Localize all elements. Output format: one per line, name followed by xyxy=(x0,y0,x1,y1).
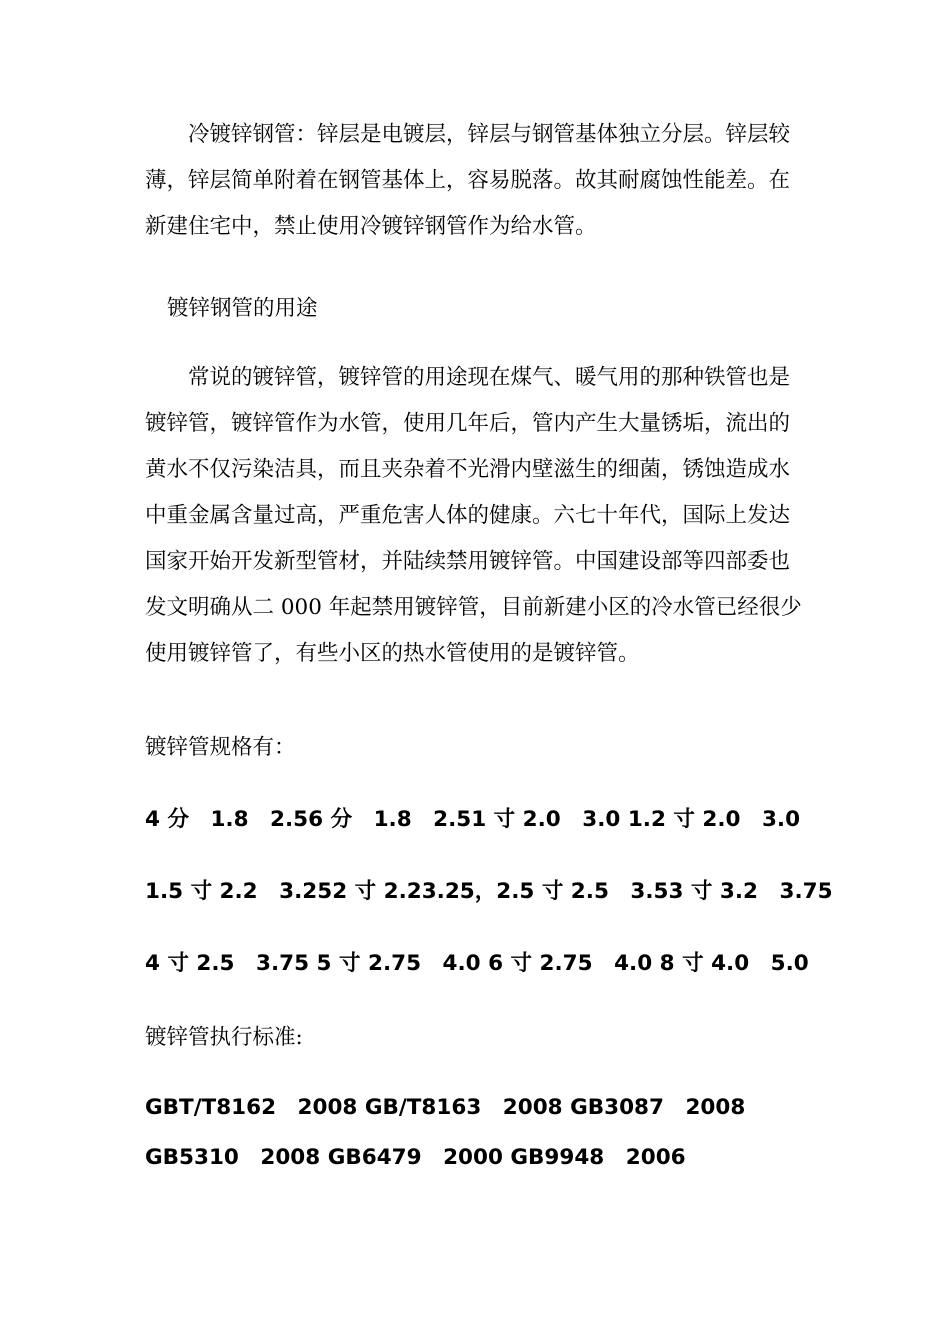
paragraph-line: 镀锌管，镀锌管作为水管，使用几年后，管内产生大量锈垢，流出的 xyxy=(145,411,791,436)
section-heading-usage xyxy=(145,286,815,332)
standard-label xyxy=(145,1015,815,1061)
standard-label-text: 镀锌管执行标准: xyxy=(145,1025,303,1050)
paragraph-line: 国家开始开发新型管材，并陆续禁用镀锌管。中国建设部等四部委也 xyxy=(145,549,791,574)
paragraph-line: 常说的镀锌管，镀锌管的用途现在煤气、暖气用的那种铁管也是 xyxy=(188,365,791,390)
paragraph-line: 黄水不仅污染洁具，而且夹杂着不光滑内壁滋生的细菌，锈蚀造成水 xyxy=(145,457,791,482)
paragraph-line: 发文明确从二 000 年起禁用镀锌管，目前新建小区的冷水管已经很少 xyxy=(145,595,802,620)
spec-line-text: 1.5 寸 2.2 3.252 寸 2.23.25，2.5 寸 2.5 3.53 寸 3.2 3.75 xyxy=(145,879,833,904)
spec-label-text: 镀锌管规格有： xyxy=(145,735,296,760)
paragraph-cold-galvanized xyxy=(145,112,815,250)
spec-line xyxy=(145,949,825,979)
paragraph-line: 冷镀锌钢管：锌层是电镀层，锌层与钢管基体独立分层。锌层较 xyxy=(188,122,791,147)
paragraph-usage xyxy=(145,355,815,677)
paragraph-line: 中重金属含量过高，严重危害人体的健康。六七十年代，国际上发达 xyxy=(145,503,791,528)
spec-line xyxy=(145,877,833,907)
spec-line-text: 4 寸 2.5 3.75 5 寸 2.75 4.0 6 寸 2.75 4.0 8 寸 4.0 5.0 xyxy=(145,951,809,976)
standard-line: GBT/T8162 2008 GB/T8163 2008 GB3087 2008 xyxy=(145,1095,746,1120)
paragraph-line: 新建住宅中，禁止使用冷镀锌钢管作为给水管。 xyxy=(145,214,597,239)
paragraph-line: 使用镀锌管了，有些小区的热水管使用的是镀锌管。 xyxy=(145,641,640,666)
standard-line: GB5310 2008 GB6479 2000 GB9948 2006 xyxy=(145,1145,686,1170)
spec-line-text: 4 分 1.8 2.56 分 1.8 2.51 寸 2.0 3.0 1.2 寸 2.0 3.0 xyxy=(145,807,801,832)
heading-text: 镀锌钢管的用途 xyxy=(167,296,318,321)
spec-label xyxy=(145,725,815,771)
spec-line xyxy=(145,805,825,835)
paragraph-line: 薄，锌层简单附着在钢管基体上，容易脱落。故其耐腐蚀性能差。在 xyxy=(145,168,791,193)
